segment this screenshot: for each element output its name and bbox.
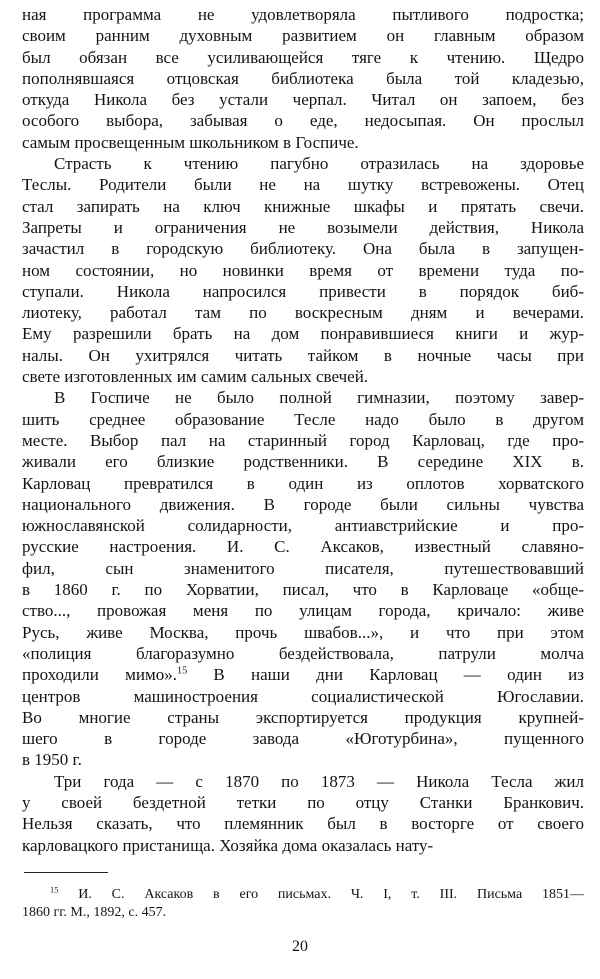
text-line [22, 238, 584, 259]
text-line [22, 409, 584, 430]
line-text: южнославянской солидарности, антиавстрийские и про- [22, 516, 584, 536]
text-line [22, 196, 584, 217]
page-number: 20 [292, 938, 308, 955]
text-line [22, 622, 584, 643]
line-text: в 1860 г. по Хорватии, писал, что в Карловаце «обще- [22, 580, 584, 600]
line-text: Три года — с 1870 по 1873 — Никола Тесла жил [54, 771, 584, 791]
line-text: месте. Выбор пал на старинный город Карловац, где про- [22, 430, 584, 450]
line-text: налы. Он ухитрялся читать тайком в ночные часы при [22, 345, 584, 365]
text-line [22, 600, 584, 621]
line-text: Нельзя сказать, что племянник был в восторге от своего [22, 814, 584, 834]
line-text: в 1950 г. [22, 750, 82, 770]
line-text: Запреты и ограничения не возымели действия, Никола [22, 217, 584, 237]
line-text: особого выбора, забывая о еде, недосыпая. Он прослыл [22, 111, 584, 131]
text-line [22, 430, 584, 451]
line-text: Во многие страны экспортируется продукция крупней- [22, 707, 584, 727]
line-text: Страсть к чтению пагубно отразилась на здоровье [54, 154, 584, 174]
text-line [22, 132, 584, 153]
text-line [22, 153, 584, 174]
line-text: своим ранним духовным развитием он главным образом [22, 26, 584, 46]
footnote-marker: 15 [50, 885, 59, 895]
text-line [22, 536, 584, 557]
line-text: шего в городе завода «Юготурбина», пущенного [22, 729, 584, 749]
line-text: откуда Никола без устали черпал. Читал он запоем, без [22, 90, 584, 110]
line-text: ступали. Никола напросился привести в порядок биб- [22, 281, 584, 301]
line-text: самым просвещенным школьником в Госпиче. [22, 132, 359, 152]
text-line [22, 260, 584, 281]
text-line [22, 515, 584, 536]
footnote-line [22, 886, 584, 904]
text-line [22, 4, 584, 25]
line-text: пополнявшаяся отцовская библиотека была той кладезью, [22, 68, 584, 88]
line-text: Русь, живе Москва, прочь швабов...», и что при этом [22, 622, 584, 642]
line-text: свете изготовленных им самим сальных свечей. [22, 367, 369, 387]
footnote-text: 1860 гг. М., 1892, с. 457. [22, 905, 167, 920]
line-text: фил, сын знаменитого писателя, путешествовавший [22, 558, 584, 578]
line-text: «полиция благоразумно бездействовала, патрули молча [22, 643, 584, 663]
text-line [22, 281, 584, 302]
line-text: ная программа не удовлетворяла пытливого подростка; [22, 5, 584, 24]
text-line [22, 387, 584, 408]
line-text: русские настроения. И. С. Аксаков, известный славяно- [22, 537, 584, 557]
line-text: лиотеку, работал там по воскресным дням и вечерами. [22, 303, 584, 323]
text-line [22, 110, 584, 131]
text-line [22, 174, 584, 195]
line-text: В наши дни Карловац — один из [187, 665, 584, 685]
text-line [22, 323, 584, 344]
footnote-divider [24, 872, 108, 873]
line-text: живали его близкие родственники. В середине XIX в. [22, 452, 584, 472]
footnote-reference[interactable]: 15 [176, 665, 188, 677]
line-text: у своей бездетной тетки по отцу Станки Бранкович. [22, 792, 584, 812]
text-line [22, 217, 584, 238]
text-line [22, 47, 584, 68]
line-text: проходили мимо». [22, 665, 177, 685]
text-line [22, 707, 584, 728]
line-text: стал запирать на ключ книжные шкафы и прятать свечи. [22, 196, 584, 216]
line-text: ном состоянии, но новинки время от времени туда по- [22, 260, 584, 280]
footnote-line [22, 904, 584, 922]
body-text [22, 4, 584, 856]
footnote [22, 886, 584, 922]
text-line [22, 494, 584, 515]
text-line [22, 366, 584, 387]
line-text: национального движения. В городе были сильны чувства [22, 494, 584, 514]
text-line [22, 749, 584, 770]
line-text: центров машиностроения социалистической Югославии. [22, 686, 584, 706]
line-text: ство..., провожая меня по улицам города, кричало: живе [22, 601, 584, 621]
line-text: зачастил в городскую библиотеку. Она была в запущен- [22, 239, 584, 259]
text-line [22, 25, 584, 46]
text-line [22, 89, 584, 110]
footnote-text: И. С. Аксаков в его письмах. Ч. I, т. III. Письма 1851— [78, 887, 584, 902]
text-line [22, 813, 584, 834]
text-line [22, 664, 584, 685]
line-text: Ему разрешили брать на дом понравившиеся книги и жур- [22, 324, 584, 344]
line-text: Теслы. Родители были не на шутку встревожены. Отец [22, 175, 584, 195]
text-line [22, 835, 584, 856]
text-line [22, 686, 584, 707]
text-line [22, 473, 584, 494]
line-text: Карловац превратился в один из оплотов хорватского [22, 473, 584, 493]
line-text: был обязан все усиливающейся тяге к чтению. Щедро [22, 47, 584, 67]
text-line [22, 792, 584, 813]
text-line [22, 302, 584, 323]
text-line [22, 771, 584, 792]
text-line [22, 68, 584, 89]
text-line [22, 579, 584, 600]
text-line [22, 345, 584, 366]
text-line [22, 728, 584, 749]
line-text: В Госпиче не было полной гимназии, поэтому завер- [54, 388, 584, 408]
line-text: карловацкого пристанища. Хозяйка дома оказалась нату- [22, 835, 434, 855]
text-line [22, 451, 584, 472]
text-line [22, 558, 584, 579]
line-text: шить среднее образование Тесле надо было в другом [22, 409, 584, 429]
text-line [22, 643, 584, 664]
